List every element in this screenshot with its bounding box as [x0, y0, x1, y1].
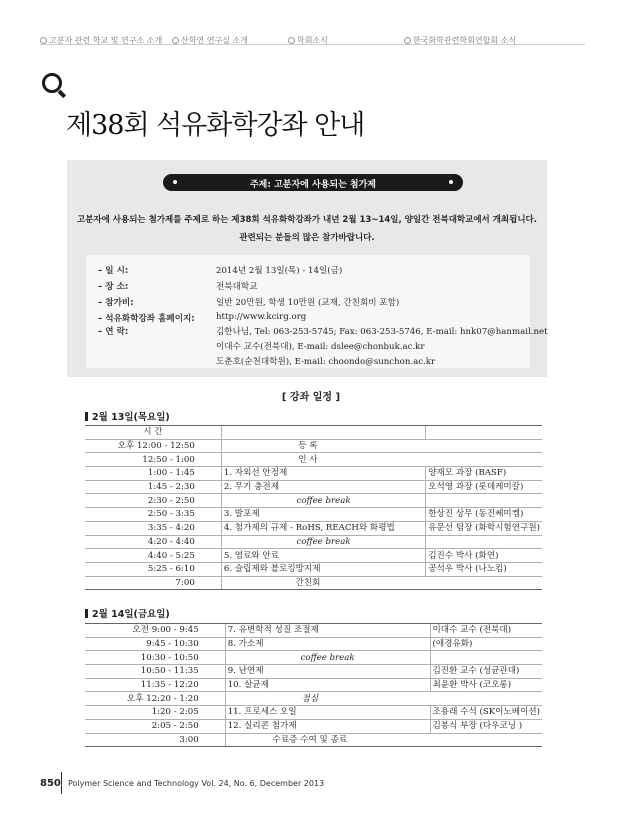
schedule-row: [85, 665, 542, 679]
bullet-ring-icon: [172, 37, 179, 44]
schedule-time: 10:30 - 10:50: [85, 651, 225, 665]
schedule-row: [85, 651, 542, 665]
schedule-row: [85, 467, 542, 481]
contact-line: 이대수 교수(전북대), E-mail: dslee@chonbuk.ac.kr: [216, 342, 425, 352]
contact-label: – 연 락:: [98, 327, 129, 337]
bullet-ring-icon: [288, 37, 295, 44]
nav-item-society-news[interactable]: 학회소식: [288, 35, 328, 46]
schedule-time: 오후 12:00 - 12:50: [85, 439, 221, 453]
schedule-row: [85, 453, 542, 467]
schedule-speaker: 조용래 수석 (SK이노베이션): [430, 706, 542, 720]
fee-label: – 참가비:: [98, 298, 134, 308]
intro-line-2: 관련되는 분들의 많은 참가바랍니다.: [239, 233, 375, 243]
schedule-time: 3:35 - 4:20: [85, 521, 221, 535]
date-value: 2014년 2월 13일(목) - 14일(금): [216, 266, 343, 276]
schedule-time: 4:20 - 4:40: [85, 535, 221, 549]
schedule-topic: 8. 가소제: [225, 637, 430, 651]
topic-text: 주제: 고분자에 사용되는 첨가제: [249, 180, 377, 190]
schedule-title: [ 강좌 일정 ]: [281, 392, 341, 403]
schedule-time: 1:00 - 1:45: [85, 467, 221, 481]
nav-item-labs[interactable]: 산학연 연구실 소개: [172, 35, 248, 46]
schedule-row: [85, 480, 542, 494]
magnifier-handle-icon: [58, 90, 66, 98]
schedule-event: 인 사: [221, 453, 542, 467]
schedule-row: [85, 535, 542, 549]
schedule-row: [85, 624, 542, 638]
bullet-ring-icon: [40, 37, 47, 44]
schedule-time: 11:35 - 12:20: [85, 678, 225, 692]
schedule-row: [85, 678, 542, 692]
schedule-event: 점심: [225, 692, 542, 706]
contact-line: 도춘호(순천대학원), E-mail: choondo@sunchon.ac.kr: [216, 357, 436, 367]
schedule-time: 1:20 - 2:05: [85, 706, 225, 720]
schedule-event: 간친회: [221, 576, 542, 590]
schedule-row: [85, 637, 542, 651]
schedule-topic: 11. 프로세스 오일: [225, 706, 430, 720]
fee-value: 일반 20만원, 학생 10만원 (교재, 간친회비 포함): [216, 298, 400, 308]
schedule-topic: 12. 실리콘 첨가제: [225, 719, 430, 733]
schedule-time: 2:05 - 2:50: [85, 719, 225, 733]
nav-item-federation-news[interactable]: 한국화학관련학회연합회 소식: [404, 35, 516, 46]
schedule-row: [85, 706, 542, 720]
schedule-speaker: (애경유화): [430, 637, 542, 651]
schedule-row: [85, 733, 542, 747]
schedule-speaker: 한상진 상무 (동진쎄미켐): [426, 508, 542, 522]
schedule-row: [85, 576, 542, 590]
schedule-time: 5:25 - 6:10: [85, 562, 221, 576]
schedule-topic: 2. 무기 충전제: [221, 480, 425, 494]
schedule-row: [85, 426, 542, 440]
schedule-row: [85, 494, 542, 508]
schedule-row: [85, 719, 542, 733]
day2-header: 2월 14일(금요일): [85, 606, 170, 620]
schedule-time: 9:45 - 10:30: [85, 637, 225, 651]
day1-schedule-table: [85, 425, 542, 590]
homepage-label: – 석유화학강좌 홈페이지:: [98, 314, 195, 324]
intro-line-1: 고분자에 사용되는 첨가제를 주제로 하는 제38회 석유화학강좌가 내년 2월 13~14일, 양일간 전북대학교에서 개최됩니다.: [77, 215, 537, 225]
schedule-time: 1:45 - 2:30: [85, 480, 221, 494]
schedule-speaker: 오석영 과장 (롯데케미칼): [426, 480, 542, 494]
schedule-speaker: 김진수 박사 (화연): [426, 549, 542, 563]
schedule-time: 시 간: [85, 426, 221, 440]
day2-schedule-table: [85, 623, 542, 747]
schedule-topic: 1. 자외선 안정제: [221, 467, 425, 481]
bullet-ring-icon: [404, 37, 411, 44]
schedule-speaker: 최윤환 박사 (코오롱): [430, 678, 542, 692]
footer-divider: [61, 772, 62, 794]
schedule-topic: [221, 426, 425, 440]
schedule-speaker: 유문선 팀장 (화학시험연구원): [426, 521, 542, 535]
schedule-topic: 6. 슬립제와 블로킹방지제: [221, 562, 425, 576]
schedule-event: 등 록: [221, 439, 542, 453]
schedule-topic: 9. 난연제: [225, 665, 430, 679]
schedule-speaker: 이대수 교수 (전북대): [430, 624, 542, 638]
schedule-speaker: [426, 494, 542, 508]
page-title: 제38회 석유화학강좌 안내: [66, 110, 365, 141]
schedule-row: [85, 692, 542, 706]
date-label: – 일 시:: [98, 266, 129, 276]
homepage-link[interactable]: http://www.kcirg.org: [216, 312, 307, 322]
schedule-event: 수료증 수여 및 종료: [225, 733, 542, 747]
schedule-speaker: 김봉식 부장 (다우코닝 ): [430, 719, 542, 733]
schedule-time: 10:50 - 11:35: [85, 665, 225, 679]
place-value: 전북대학교: [216, 282, 258, 292]
schedule-row: [85, 508, 542, 522]
schedule-time: 2:50 - 3:35: [85, 508, 221, 522]
schedule-speaker: [426, 426, 542, 440]
schedule-time: 오전 9:00 - 9:45: [85, 624, 225, 638]
schedule-time: 2:30 - 2:50: [85, 494, 221, 508]
page-number: 850: [40, 778, 61, 789]
day1-header: 2월 13일(목요일): [85, 409, 170, 423]
schedule-speaker: 김진환 교수 (성균관대): [430, 665, 542, 679]
journal-citation: Polymer Science and Technology Vol. 24, No. 6, December 2013: [68, 779, 325, 788]
schedule-time: 3:00: [85, 733, 225, 747]
nav-item-schools[interactable]: 고분자 관련 학교 및 연구소 소개: [40, 35, 162, 46]
place-label: – 장 소:: [98, 282, 129, 292]
topic-banner: [163, 174, 463, 191]
schedule-time: 12:50 - 1:00: [85, 453, 221, 467]
schedule-time: 7:00: [85, 576, 221, 590]
contact-line: 김한나님, Tel: 063-253-5745; Fax: 063-253-5746, E-mail: hnk07@hanmail.net: [216, 327, 548, 337]
schedule-row: [85, 562, 542, 576]
schedule-time: 오후 12:20 - 1:20: [85, 692, 225, 706]
schedule-row: [85, 439, 542, 453]
schedule-topic: 3. 발포제: [221, 508, 425, 522]
schedule-speaker: [426, 535, 542, 549]
schedule-speaker: [430, 651, 542, 665]
schedule-row: [85, 549, 542, 563]
schedule-topic: 10. 살균제: [225, 678, 430, 692]
schedule-speaker: 공석우 박사 (나노킴): [426, 562, 542, 576]
schedule-time: 4:40 - 5:25: [85, 549, 221, 563]
schedule-topic: 4. 첨가제의 규제 - RoHS, REACH와 화평법: [221, 521, 425, 535]
schedule-row: [85, 521, 542, 535]
schedule-topic: 7. 유변학적 성질 조절제: [225, 624, 430, 638]
schedule-break: coffee break: [225, 651, 430, 665]
schedule-topic: 5. 염료와 안료: [221, 549, 425, 563]
schedule-break: coffee break: [221, 535, 425, 549]
schedule-speaker: 양재모 과장 (BASF): [426, 467, 542, 481]
schedule-break: coffee break: [221, 494, 425, 508]
